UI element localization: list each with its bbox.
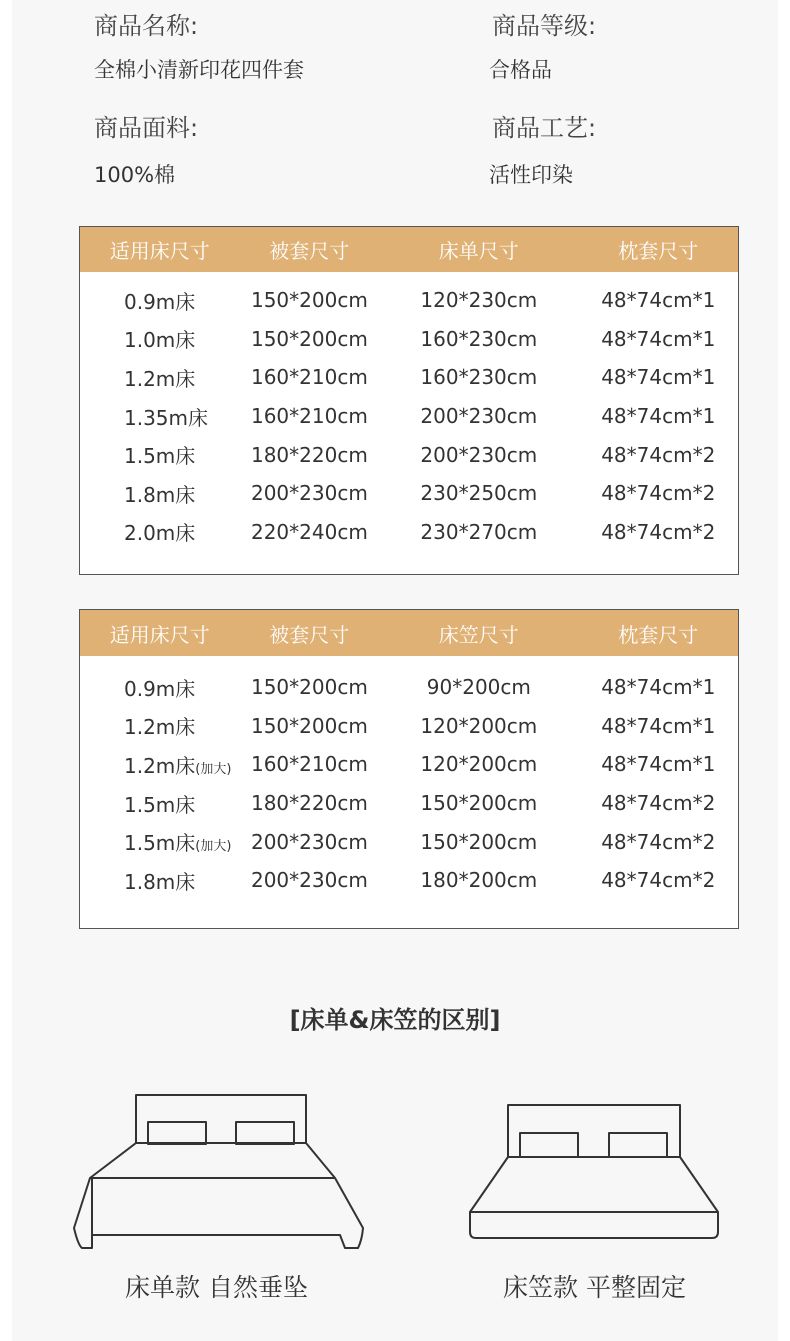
bed-size-text: 2.0m床 xyxy=(124,521,196,546)
bed-size-note: (加大) xyxy=(195,839,232,855)
sheet-size-cell: 120*200cm xyxy=(420,752,538,777)
product-fabric-value: 100%棉 xyxy=(94,163,176,187)
duvet-size-cell: 220*240cm xyxy=(250,519,368,544)
header-sheet-size: 床单尺寸 xyxy=(438,239,519,263)
table-row xyxy=(80,435,738,474)
table-row xyxy=(80,745,738,784)
sheet-size-cell: 150*200cm xyxy=(420,829,538,854)
bed-size-text: 1.35m床 xyxy=(124,405,209,430)
headboard xyxy=(136,1095,306,1143)
table-header xyxy=(80,227,738,272)
table-row xyxy=(80,707,738,746)
bed-size-cell xyxy=(80,440,240,469)
pillowcase-size-cell: 48*74cm*2 xyxy=(601,829,716,854)
pillowcase-size-cell: 48*74cm*2 xyxy=(601,519,716,544)
bed-size-text: 1.0m床 xyxy=(124,328,196,353)
bed-size-cell xyxy=(80,750,240,779)
mattress-top xyxy=(90,1143,335,1178)
duvet-size-cell: 150*200cm xyxy=(250,675,368,700)
duvet-size-cell: 180*220cm xyxy=(250,442,368,467)
duvet-size-cell: 150*200cm xyxy=(250,288,368,313)
duvet-size-cell: 200*230cm xyxy=(250,868,368,893)
pillow-right xyxy=(609,1133,667,1157)
duvet-size-cell: 150*200cm xyxy=(250,326,368,351)
bed-size-cell xyxy=(80,286,240,315)
bed-size-cell xyxy=(80,827,240,856)
bed-sheet-size-table xyxy=(79,226,739,575)
bed-size-text: 1.5m床 xyxy=(124,831,196,856)
product-grade-value: 合格品 xyxy=(489,58,552,82)
bed-size-cell xyxy=(80,363,240,392)
headboard xyxy=(508,1105,680,1157)
fitted-sheet-size-table xyxy=(79,609,739,929)
bed-size-cell xyxy=(80,324,240,353)
duvet-size-cell: 150*200cm xyxy=(250,713,368,738)
sheet-size-cell: 160*230cm xyxy=(420,365,538,390)
header-bed-size: 适用床尺寸 xyxy=(109,622,210,647)
sheet-size-cell: 180*200cm xyxy=(420,868,538,893)
bed-size-cell xyxy=(80,517,240,546)
duvet-size-cell: 160*210cm xyxy=(250,752,368,777)
flat-sheet-bed-illustration xyxy=(70,1090,370,1255)
pillow-left xyxy=(148,1122,206,1144)
pillowcase-size-cell: 48*74cm*1 xyxy=(601,713,716,738)
bed-size-text: 1.8m床 xyxy=(124,482,196,507)
pillowcase-size-cell: 48*74cm*1 xyxy=(601,675,716,700)
duvet-size-cell: 200*230cm xyxy=(250,829,368,854)
table-row xyxy=(80,320,738,359)
sheet-size-cell: 230*250cm xyxy=(420,481,538,506)
pillowcase-size-cell: 48*74cm*1 xyxy=(601,404,716,429)
difference-title: [床单&床笠的区别] xyxy=(289,1006,501,1034)
product-craft-label: 商品工艺: xyxy=(492,114,597,142)
table-body xyxy=(80,656,738,900)
bed-size-text: 1.2m床 xyxy=(124,715,196,740)
product-fabric-label: 商品面料: xyxy=(94,114,199,142)
table-row xyxy=(80,668,738,707)
header-duvet-size: 被套尺寸 xyxy=(269,622,350,647)
duvet-size-cell: 180*220cm xyxy=(250,791,368,816)
bed-size-text: 0.9m床 xyxy=(124,289,196,314)
product-grade-label: 商品等级: xyxy=(492,12,597,40)
bed-size-cell xyxy=(80,479,240,508)
table-row xyxy=(80,513,738,552)
duvet-size-cell: 200*230cm xyxy=(250,481,368,506)
header-fitted-sheet-size: 床笠尺寸 xyxy=(438,622,519,647)
sheet-size-cell: 200*230cm xyxy=(420,442,538,467)
fitted-sheet-caption: 床笠款 平整固定 xyxy=(503,1273,686,1302)
header-pillowcase-size: 枕套尺寸 xyxy=(618,239,699,263)
table-row xyxy=(80,822,738,861)
bed-size-text: 1.8m床 xyxy=(124,869,196,894)
sheet-size-cell: 120*230cm xyxy=(420,288,538,313)
pillowcase-size-cell: 48*74cm*2 xyxy=(601,442,716,467)
pillowcase-size-cell: 48*74cm*1 xyxy=(601,288,716,313)
bed-size-text: 1.5m床 xyxy=(124,792,196,817)
table-row xyxy=(80,861,738,900)
header-bed-size: 适用床尺寸 xyxy=(109,239,210,263)
pillowcase-size-cell: 48*74cm*1 xyxy=(601,365,716,390)
pillowcase-size-cell: 48*74cm*1 xyxy=(601,326,716,351)
mattress-top xyxy=(470,1157,718,1212)
pillowcase-size-cell: 48*74cm*2 xyxy=(601,868,716,893)
draped-sheet xyxy=(74,1178,363,1248)
table-row xyxy=(80,281,738,320)
bed-size-note: (加大) xyxy=(195,761,232,777)
pillow-left xyxy=(520,1133,578,1157)
bed-size-text: 1.2m床 xyxy=(124,366,196,391)
bed-size-cell xyxy=(80,711,240,740)
pillowcase-size-cell: 48*74cm*2 xyxy=(601,481,716,506)
bed-size-cell xyxy=(80,789,240,818)
fitted-sheet-bed-illustration xyxy=(462,1100,726,1245)
product-craft-value: 活性印染 xyxy=(489,163,573,187)
duvet-size-cell: 160*210cm xyxy=(250,404,368,429)
product-name-value: 全棉小清新印花四件套 xyxy=(94,58,304,82)
bed-size-text: 1.5m床 xyxy=(124,444,196,469)
table-row xyxy=(80,397,738,436)
pillow-right xyxy=(236,1122,294,1144)
duvet-size-cell: 160*210cm xyxy=(250,365,368,390)
sheet-size-cell: 90*200cm xyxy=(426,675,531,700)
table-header xyxy=(80,610,738,656)
header-duvet-size: 被套尺寸 xyxy=(269,239,350,263)
sheet-size-cell: 200*230cm xyxy=(420,404,538,429)
sheet-size-cell: 160*230cm xyxy=(420,326,538,351)
table-body xyxy=(80,272,738,551)
pillowcase-size-cell: 48*74cm*1 xyxy=(601,752,716,777)
product-name-label: 商品名称: xyxy=(94,12,199,40)
fitted-sheet-side xyxy=(470,1212,718,1238)
sheet-size-cell: 120*200cm xyxy=(420,713,538,738)
bed-size-cell xyxy=(80,673,240,702)
header-pillowcase-size: 枕套尺寸 xyxy=(618,622,699,647)
flat-sheet-caption: 床单款 自然垂坠 xyxy=(125,1273,308,1302)
bed-size-text: 0.9m床 xyxy=(124,676,196,701)
pillowcase-size-cell: 48*74cm*2 xyxy=(601,791,716,816)
bed-size-cell xyxy=(80,866,240,895)
bed-size-cell xyxy=(80,402,240,431)
bed-size-text: 1.2m床 xyxy=(124,753,196,778)
table-row xyxy=(80,474,738,513)
table-row xyxy=(80,358,738,397)
sheet-size-cell: 230*270cm xyxy=(420,519,538,544)
table-row xyxy=(80,784,738,823)
sheet-size-cell: 150*200cm xyxy=(420,791,538,816)
